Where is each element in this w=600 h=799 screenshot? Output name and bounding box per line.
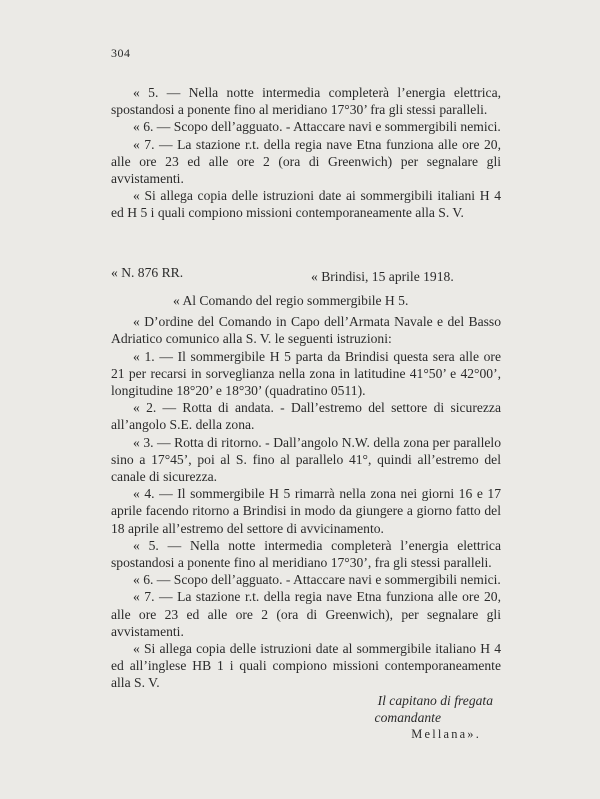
paragraph: « D’ordine del Comando in Capo dell’Armata Navale e del Basso Adriatico comunico alla S. V. le seguenti istruzioni:	[111, 314, 501, 347]
signature-title: Il capitano di fregata	[377, 692, 493, 708]
addressee: « Al Comando del regio sommergibile H 5.	[173, 293, 409, 308]
paragraph: « 6. — Scopo dell’agguato. - Attaccare navi e sommergibili nemici.	[133, 572, 501, 588]
paragraph: « 7. — La stazione r.t. della regia nave Etna funziona alle ore 20, alle ore 23 ed alle ore 2 (ora di Greenwich), per segnalare gli avvistamenti.	[111, 589, 501, 639]
letter-heading	[111, 264, 501, 284]
paragraph: « 3. — Rotta di ritorno. - Dall’angolo N.W. della zona per parallelo sino a 17°45’, poi al S. fino al parallelo 41°, quindi all’estremo del canale di sicurezza.	[111, 434, 501, 485]
signature-name: Mellana».	[411, 727, 481, 742]
paragraph: « 1. — Il sommergibile H 5 parta da Brindisi questa sera alle ore 21 per recarsi in sorveglianza nella zona in latitudine 41°50’ e 42°00’, longitudine 18°20’ e 18°30’ (quadratino 0511).	[111, 348, 501, 399]
reference-number: « N. 876 RR.	[111, 265, 184, 280]
page-number: 304	[111, 46, 131, 60]
paragraph: « 6. — Scopo dell’agguato. - Attaccare navi e sommergibili nemici.	[133, 119, 501, 135]
text-block-top	[111, 84, 501, 222]
paragraph: « 5. — Nella notte intermedia completerà l’energia elettrica, spostandosi a ponente fino al meridiano 17°30’ fra gli stessi paralleli.	[111, 85, 501, 118]
paragraph: « 4. — Il sommergibile H 5 rimarrà nella zona nei giorni 16 e 17 aprile facendo ritorno a Brindisi in modo da giungere a giorno fatto del 18 aprile all’estremo del settore di avvicinamento.	[111, 486, 501, 536]
letter-block	[111, 264, 501, 743]
paragraph: « 2. — Rotta di andata. - Dall’estremo del settore di sicurezza all’angolo S.E. della zona.	[111, 400, 501, 433]
paragraph: « 5. — Nella notte intermedia completerà l’energia elettrica spostandosi a ponente fino al meridiano 17°30’, fra gli stessi paralleli.	[111, 537, 501, 571]
paragraph: « Si allega copia delle istruzioni date al sommergibile italiano H 4 ed all’inglese HB 1 i quali compiono missioni contemporaneamente alla S. V.	[111, 641, 501, 691]
paragraph: « Si allega copia delle istruzioni date ai sommergibili italiani H 4 ed H 5 i quali compiono missioni contemporaneamente alla S. V.	[111, 188, 501, 221]
paragraph: « 7. — La stazione r.t. della regia nave Etna funziona alle ore 20, alle ore 23 ed alle ore 2 (ora di Greenwich) per segnalare gli avvistamenti.	[111, 136, 501, 187]
signature-role: comandante	[374, 709, 441, 725]
place-date: « Brindisi, 15 aprile 1918.	[311, 269, 454, 284]
